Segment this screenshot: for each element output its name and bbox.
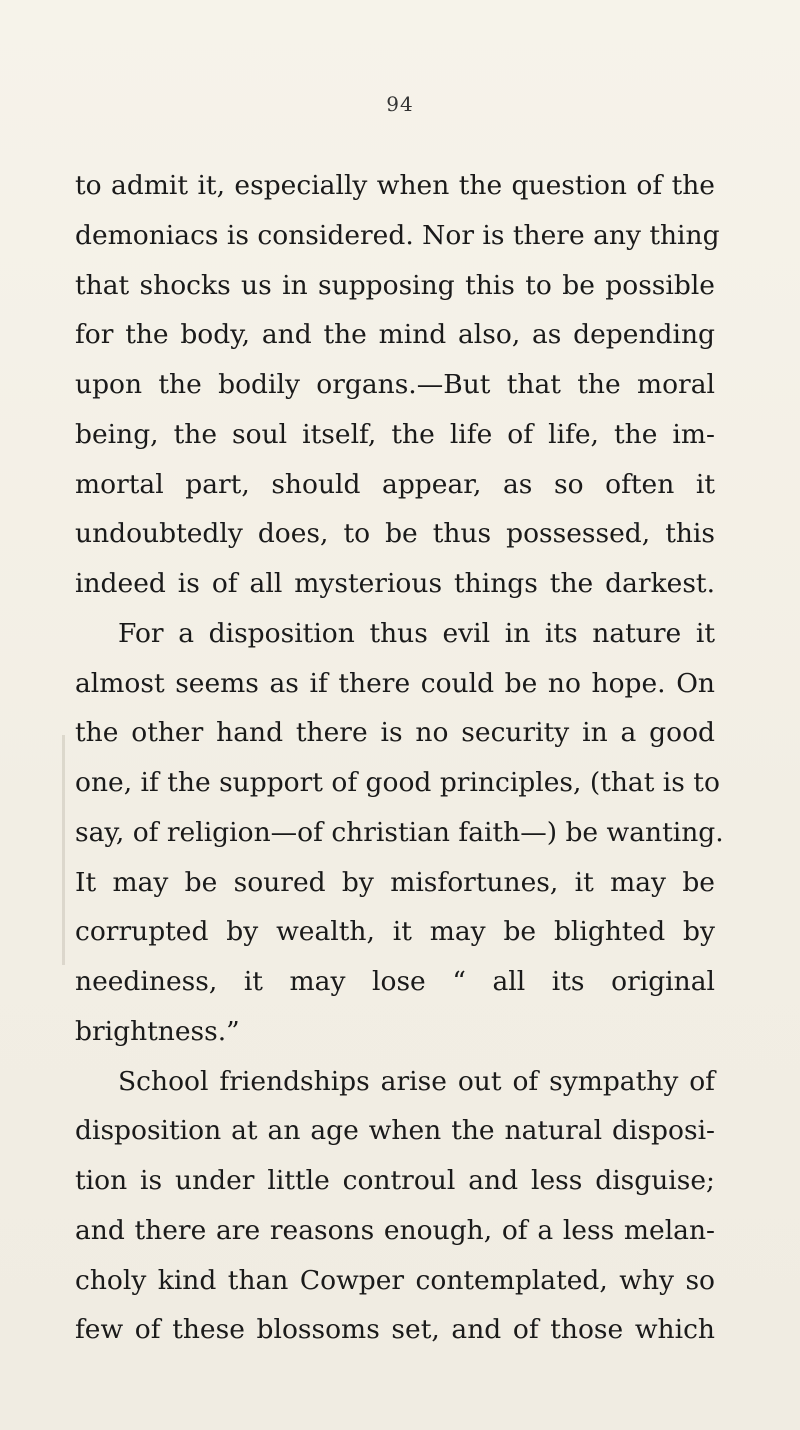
- text-line: choly kind than Cowper contemplated, why so: [75, 1264, 715, 1296]
- paragraph-start-line: School friendships arise out of sympathy of: [118, 1065, 715, 1097]
- text-line: indeed is of all mysterious things the darkest.: [75, 568, 715, 599]
- text-line: mortal part, should appear, as so often it: [75, 468, 715, 500]
- text-line: few of these blossoms set, and of those which: [75, 1314, 715, 1346]
- text-line: demoniacs is considered. Nor is there any thing: [75, 219, 720, 251]
- text-line: undoubtedly does, to be thus possessed, this: [75, 518, 715, 550]
- text-line: neediness, it may lose “ all its original: [75, 966, 715, 997]
- text-line: upon the bodily organs.—But that the moral: [75, 369, 715, 400]
- text-line: It may be soured by misfortunes, it may be: [75, 866, 715, 898]
- paragraph-end-line: brightness.”: [75, 1015, 240, 1047]
- text-line: being, the soul itself, the life of life, the im-: [75, 418, 715, 450]
- text-line: almost seems as if there could be no hope. On: [75, 667, 715, 699]
- show-through-mark: [62, 735, 65, 965]
- text-line: tion is under little controul and less disguise;: [75, 1165, 715, 1196]
- text-line: for the body, and the mind also, as depending: [75, 319, 715, 351]
- text-line: disposition at an age when the natural disposi-: [75, 1115, 715, 1147]
- text-line: to admit it, especially when the question of the: [75, 170, 715, 201]
- body-text: [75, 161, 724, 1355]
- paragraph-start-line: For a disposition thus evil in its nature it: [118, 617, 715, 649]
- text-line: one, if the support of good principles, (that is to: [75, 767, 720, 798]
- text-line: corrupted by wealth, it may be blighted by: [75, 916, 715, 948]
- text-line: that shocks us in supposing this to be possible: [75, 269, 715, 301]
- text-line: the other hand there is no security in a good: [75, 717, 715, 749]
- page-number: 94: [386, 92, 414, 116]
- text-line: and there are reasons enough, of a less melan-: [75, 1214, 715, 1246]
- text-line: say, of religion—of christian faith—) be wanting.: [75, 816, 724, 848]
